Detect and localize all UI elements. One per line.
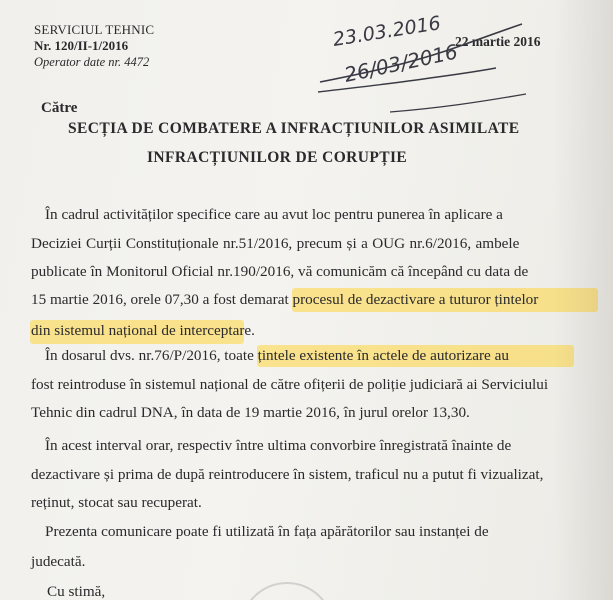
header-registration-number: Nr. 120/II-1/2016	[34, 38, 129, 53]
header-operator-number: Operator date nr. 4472	[34, 55, 150, 69]
body-line: fost reintroduse în sistemul național de către ofițerii de poliție judiciară ai Serviciului	[31, 376, 549, 393]
body-line: 15 martie 2016, orele 07,30 a fost demarat procesul de dezactivare a tuturor țintelor	[31, 291, 539, 308]
body-line: reținut, stocat sau recuperat.	[31, 494, 202, 511]
body-line: În cadrul activităților specifice care au avut loc pentru punerea în aplicare a	[45, 206, 503, 223]
body-line: judecată.	[31, 553, 86, 570]
body-line: din sistemul național de interceptare.	[31, 322, 255, 339]
body-line: În acest interval orar, respectiv între ultima convorbire înregistrată înainte de	[45, 437, 512, 454]
handwritten-date-1: 23.03.2016	[331, 12, 443, 51]
handwritten-date-2: 26/03/2016	[342, 39, 460, 87]
body-line: dezactivare și prima de după reintroducere în sistem, traficul nu a putut fi vizualizat,	[31, 466, 544, 483]
body-line: Prezenta comunicare poate fi utilizată în fața apărătorilor sau instanței de	[45, 523, 489, 540]
recipient-title-line-2: INFRACȚIUNILOR DE CORUPȚIE	[147, 149, 408, 166]
handwritten-annotation	[290, 4, 530, 114]
closing-salutation: Cu stimă,	[47, 583, 106, 600]
pen-stroke	[390, 94, 526, 112]
body-line: În dosarul dvs. nr.76/P/2016, toate țintele existente în actele de autorizare au	[45, 347, 509, 364]
recipient-title-line-1: SECȚIA DE COMBATERE A INFRACȚIUNILOR ASIMILATE	[68, 120, 520, 137]
body-line: Tehnic din cadrul DNA, în data de 19 martie 2016, în jurul orelor 13,30.	[31, 404, 470, 421]
body-line: publicate în Monitorul Oficial nr.190/2016, vă comunicăm că începând cu data de	[31, 263, 529, 280]
recipient-label: Către	[41, 100, 78, 116]
stamp-seal	[240, 582, 334, 600]
document-date: 22 martie 2016	[455, 34, 541, 49]
header-department: SERVICIUL TEHNIC	[34, 22, 155, 37]
body-line: Deciziei Curții Constituționale nr.51/2016, precum și a OUG nr.6/2016, ambele	[31, 235, 520, 252]
